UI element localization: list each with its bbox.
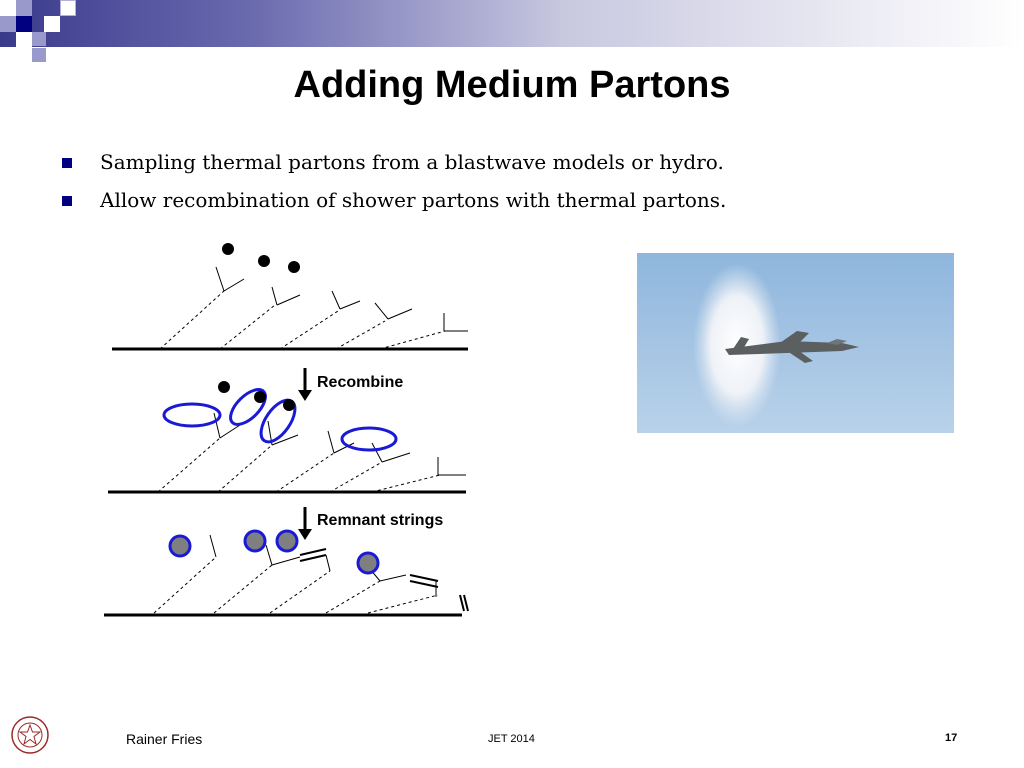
thermal-parton-dot — [283, 399, 295, 411]
remnant-strings-label: Remnant strings — [317, 512, 444, 529]
footer-event: JET 2014 — [488, 733, 535, 745]
recombine-label: Recombine — [317, 374, 404, 391]
down-arrow-icon — [298, 368, 312, 401]
hadron-circles — [170, 531, 378, 573]
university-seal-logo — [10, 715, 50, 755]
panel-initial-shower — [112, 267, 468, 349]
square-bullet-icon — [62, 158, 72, 168]
slide-number: 17 — [945, 732, 958, 744]
recombination-rings — [164, 384, 396, 450]
recombination-ring — [342, 428, 396, 450]
hadron-circle — [170, 536, 190, 556]
recombined-parton-dots — [218, 381, 295, 411]
hadron-circle — [277, 531, 297, 551]
bullet-text: Allow recombination of shower partons with thermal partons. — [100, 188, 727, 212]
bullet-text: Sampling thermal partons from a blastwave models or hydro. — [100, 150, 724, 174]
thermal-parton-dots — [222, 243, 300, 273]
thermal-parton-dot — [288, 261, 300, 273]
down-arrow-icon — [298, 507, 312, 540]
thermal-parton-dot — [258, 255, 270, 267]
header-gradient-bar — [0, 0, 1024, 47]
bullet-item — [62, 188, 726, 226]
footer-author: Rainer Fries — [126, 731, 203, 747]
slide-title: Adding Medium Partons — [293, 64, 731, 106]
bullet-item — [62, 150, 726, 188]
hadron-circle — [245, 531, 265, 551]
square-bullet-icon — [62, 196, 72, 206]
recombination-ring — [164, 404, 220, 426]
thermal-parton-dot — [222, 243, 234, 255]
parton-diagram — [100, 235, 480, 625]
jet-sonic-boom-photo — [637, 253, 954, 433]
bullet-list — [62, 150, 726, 226]
thermal-parton-dot — [218, 381, 230, 393]
hadron-circle — [358, 553, 378, 573]
thermal-parton-dot — [254, 391, 266, 403]
panel-recombination — [108, 413, 466, 492]
